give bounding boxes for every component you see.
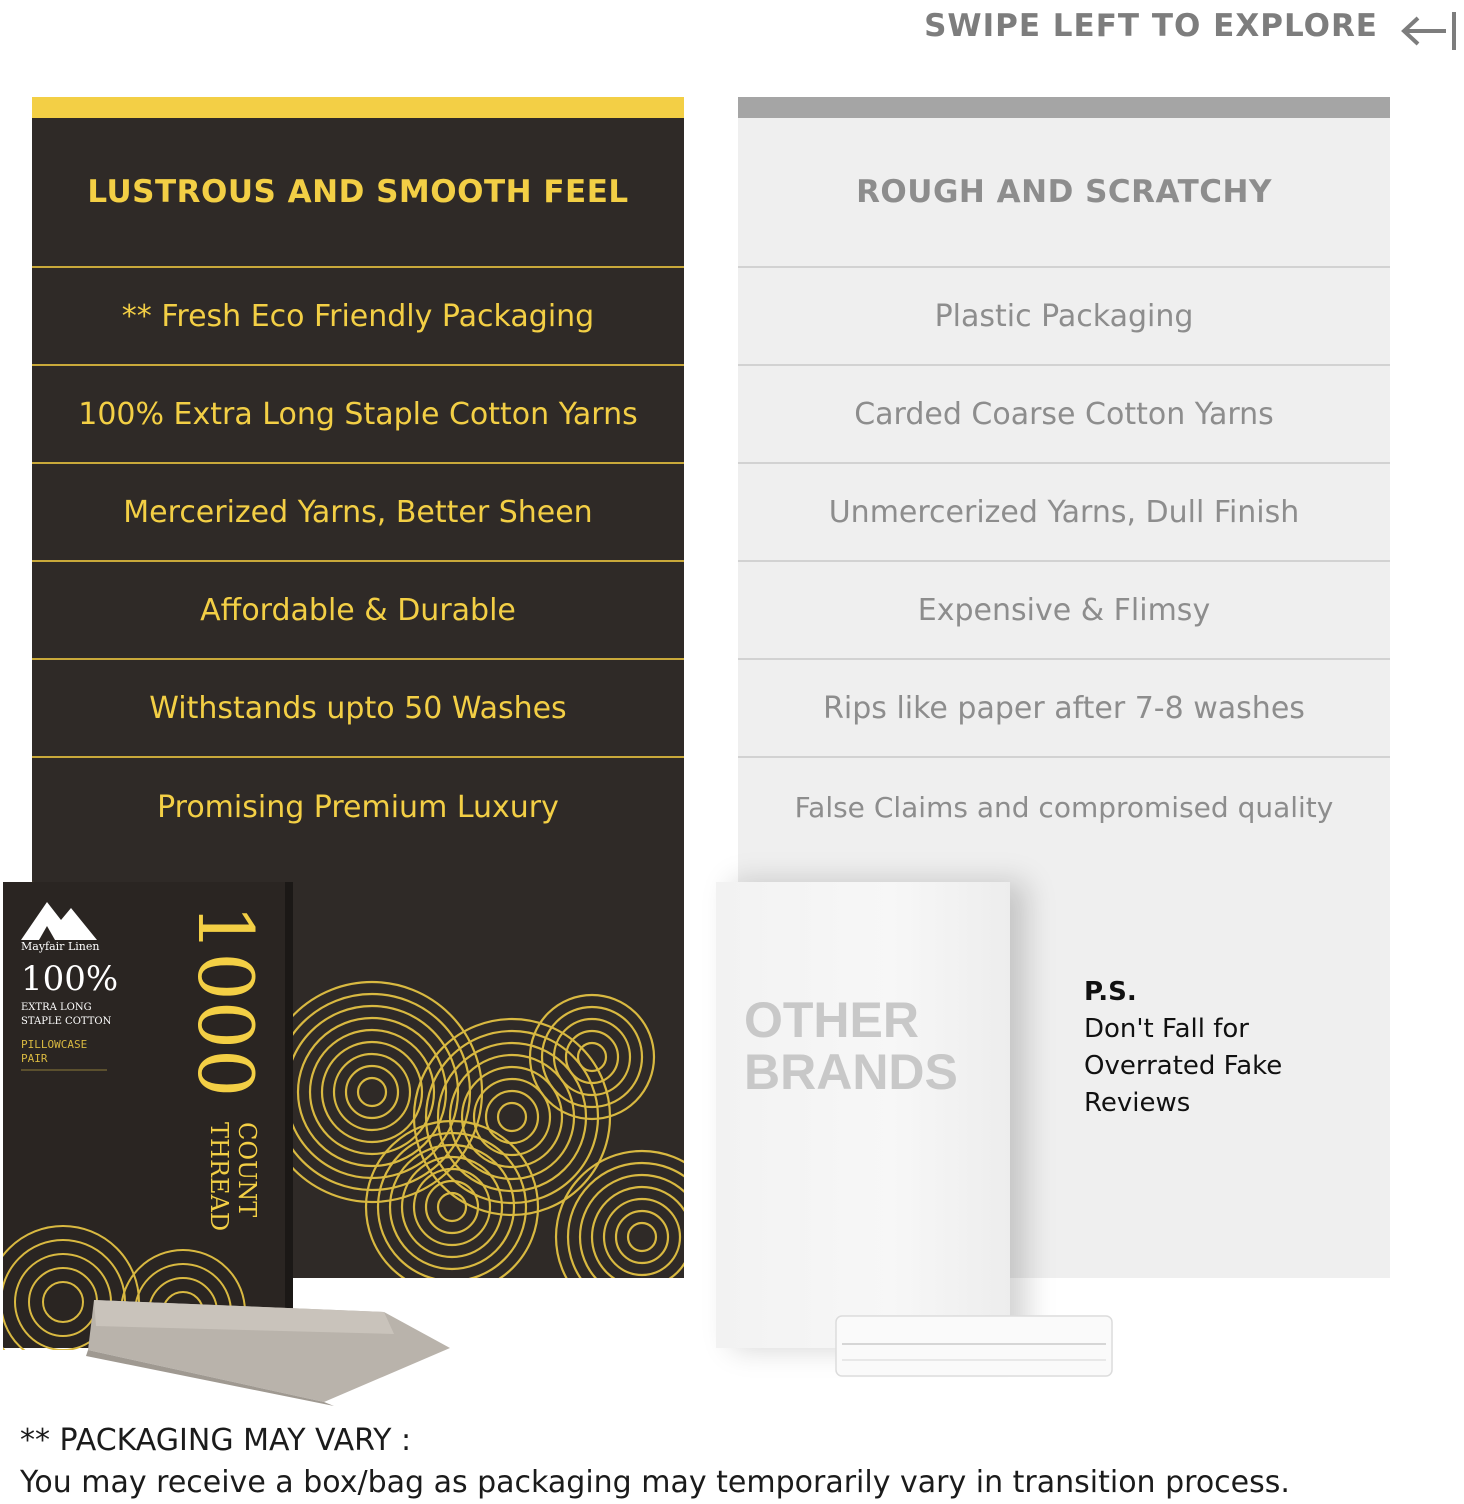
left-row-4: Affordable & Durable xyxy=(32,562,684,660)
ps-line-2: Overrated Fake xyxy=(1084,1051,1283,1081)
right-row-1: Plastic Packaging xyxy=(738,268,1390,366)
percent-text: 100% xyxy=(21,959,119,999)
ps-line-1: Don't Fall for xyxy=(1084,1014,1249,1044)
footnote-line-2: You may receive a box/bag as packaging may temporarily vary in transition process. xyxy=(20,1465,1290,1500)
left-row-5: Withstands upto 50 Washes xyxy=(32,660,684,758)
right-row-4: Expensive & Flimsy xyxy=(738,562,1390,660)
packaging-footnote xyxy=(20,1420,1290,1504)
ps-line-3: Reviews xyxy=(1084,1088,1191,1118)
right-row-5: Rips like paper after 7-8 washes xyxy=(738,660,1390,758)
svg-text:THREAD: THREAD xyxy=(205,1122,233,1232)
svg-text:PILLOWCASE: PILLOWCASE xyxy=(21,1038,88,1051)
swipe-hint: SWIPE LEFT TO EXPLORE xyxy=(924,8,1378,44)
arrow-left-icon[interactable] xyxy=(1396,10,1460,52)
left-column-title: LUSTROUS AND SMOOTH FEEL xyxy=(32,118,684,268)
white-pillowcase-image xyxy=(832,1306,1116,1386)
right-row-3: Unmercerized Yarns, Dull Finish xyxy=(738,464,1390,562)
accent-bar xyxy=(32,97,684,118)
left-row-1: ** Fresh Eco Friendly Packaging xyxy=(32,268,684,366)
mayfair-product-box xyxy=(3,882,293,1350)
footnote-line-1: ** PACKAGING MAY VARY : xyxy=(20,1423,412,1458)
right-row-6: False Claims and compromised quality xyxy=(794,790,1334,824)
svg-text:PAIR: PAIR xyxy=(21,1052,48,1065)
left-row-2: 100% Extra Long Staple Cotton Yarns xyxy=(32,366,684,464)
other-box-line-1: OTHER xyxy=(744,992,919,1048)
right-row-2: Carded Coarse Cotton Yarns xyxy=(738,366,1390,464)
other-box-line-2: BRANDS xyxy=(744,1044,958,1100)
svg-text:STAPLE COTTON: STAPLE COTTON xyxy=(21,1016,112,1027)
thread-count-number: 1000 xyxy=(181,904,270,1098)
accent-bar xyxy=(738,97,1390,118)
grey-pillowcase-image xyxy=(84,1290,456,1410)
svg-text:EXTRA LONG: EXTRA LONG xyxy=(21,1002,92,1013)
left-row-6: Promising Premium Luxury xyxy=(157,789,559,825)
ps-label: P.S. xyxy=(1084,977,1137,1007)
svg-text:COUNT: COUNT xyxy=(233,1122,261,1218)
right-column-title: ROUGH AND SCRATCHY xyxy=(738,118,1390,268)
ps-note xyxy=(1084,974,1384,1122)
left-row-3: Mercerized Yarns, Better Sheen xyxy=(32,464,684,562)
brand-text: Mayfair Linen xyxy=(21,940,100,953)
other-brands-box xyxy=(716,882,1010,1348)
